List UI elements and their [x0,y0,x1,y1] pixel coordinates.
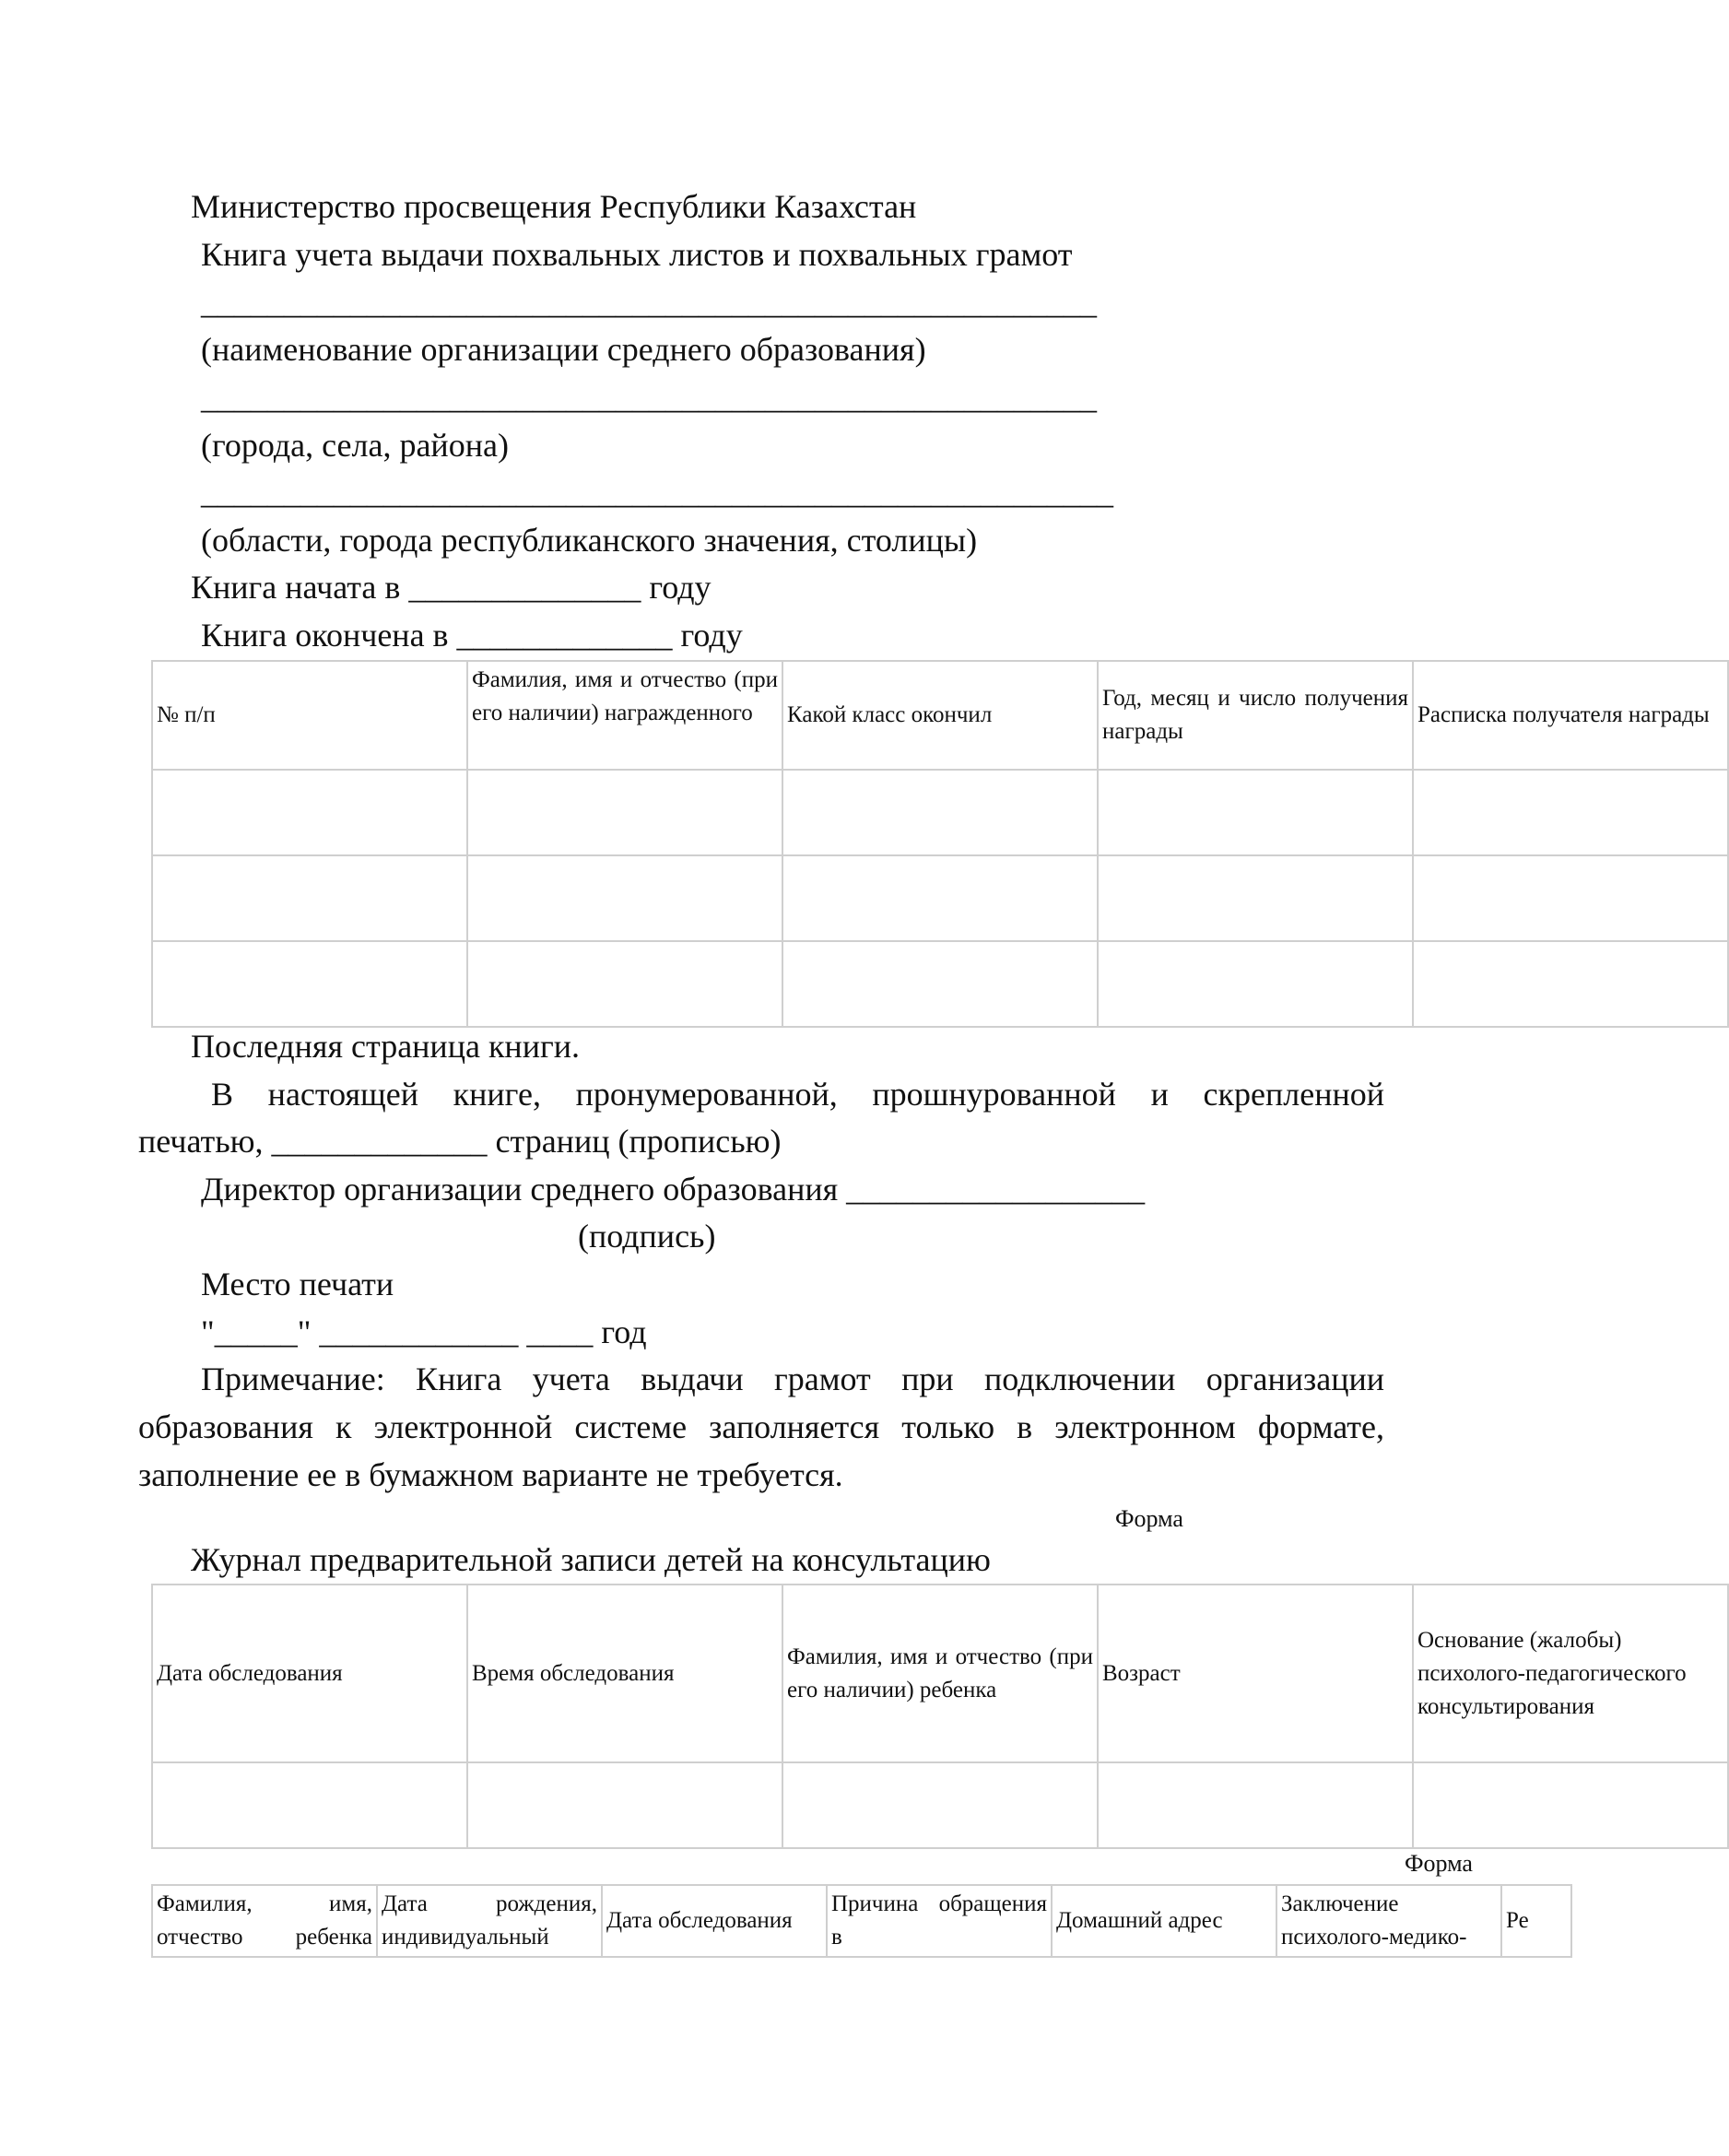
table-cell [1098,1762,1413,1848]
table-header-cell: Какой класс окончил [782,661,1098,770]
journal-table [151,1584,1729,1849]
table-header-cell: Год, месяц и число получения награды [1098,661,1413,770]
table-row [152,1762,1728,1848]
table-cell [152,941,467,1027]
book-started: Книга начата в ______________ году [191,569,712,606]
table-header-cell: Расписка получателя награды [1413,661,1728,770]
table-header-cell: Возраст [1098,1585,1413,1762]
table-cell [782,941,1098,1027]
book-finished: Книга окончена в _____________ году [201,617,743,654]
note-line: образования к электронной системе заполняется только в электронном формате, [138,1408,1384,1445]
table-cell [467,770,782,855]
last-page-title: Последняя страница книги. [191,1028,580,1065]
note-line: Примечание: Книга учета выдачи грамот при подключении организации [201,1361,1384,1397]
awards-table [151,660,1729,1028]
table-cell [1413,855,1728,941]
table-header-cell: Фамилия, имя и отчество (при его наличии) награжденного [467,661,782,770]
table-header-row [152,1885,1571,1957]
org-name-line: ______________________________________________________ [201,284,1097,321]
region-caption: (области, города республиканского значения, столицы) [201,522,978,559]
director-line: Директор организации среднего образования __________________ [201,1171,1146,1208]
book-title: Книга учета выдачи похвальных листов и похвальных грамот [201,236,1073,273]
table-cell [782,1762,1098,1848]
journal-title: Журнал предварительной записи детей на консультацию [191,1541,991,1578]
table-cell [782,770,1098,855]
table-row [152,770,1728,855]
pages-count-line: печатью, _____________ страниц (прописью) [138,1123,782,1160]
form-label: Форма [1405,1850,1473,1877]
examination-table [151,1884,1572,1958]
table-header-cell: Дата обследования [152,1585,467,1762]
table-cell [1098,855,1413,941]
city-caption: (города, села, района) [201,427,509,464]
table-header-cell: Ре [1501,1885,1571,1957]
table-header-cell: Дата рождения, индивидуальный [377,1885,602,1957]
table-header-cell: Заключение психолого-медико- [1276,1885,1501,1957]
form-label: Форма [1115,1505,1183,1532]
table-cell [152,855,467,941]
region-line: _______________________________________________________ [201,474,1113,511]
table-header-cell: Домашний адрес [1052,1885,1276,1957]
table-cell [1098,941,1413,1027]
table-header-cell: Причина обращения в [827,1885,1052,1957]
table-cell [1413,941,1728,1027]
date-line: "_____" ____________ ____ год [201,1314,647,1350]
table-cell [152,770,467,855]
table-cell [1413,1762,1728,1848]
signature-caption: (подпись) [578,1218,716,1255]
ministry-title: Министерство просвещения Республики Казахстан [191,188,917,225]
note-line: заполнение ее в бумажном варианте не требуется. [138,1456,843,1493]
seal-place: Место печати [201,1266,394,1302]
org-name-caption: (наименование организации среднего образования) [201,331,926,368]
table-row [152,941,1728,1027]
table-header-row [152,1585,1728,1762]
table-row [152,855,1728,941]
table-header-cell: Дата обследования [602,1885,827,1957]
table-header-cell: Фамилия, имя и отчество (при его наличии) ребенка [782,1585,1098,1762]
table-cell [152,1762,467,1848]
table-header-cell: Основание (жалобы) психолого-педагогического консультирования [1413,1585,1728,1762]
table-cell [467,855,782,941]
last-page-paragraph: В настоящей книге, пронумерованной, прошнурованной и скрепленной [211,1076,1384,1113]
table-header-row [152,661,1728,770]
table-cell [1098,770,1413,855]
table-cell [782,855,1098,941]
table-header-cell: № п/п [152,661,467,770]
table-cell [1413,770,1728,855]
table-cell [467,941,782,1027]
table-header-cell: Время обследования [467,1585,782,1762]
table-header-cell: Фамилия, имя, отчество ребенка [152,1885,377,1957]
table-cell [467,1762,782,1848]
city-line: ______________________________________________________ [201,379,1097,416]
